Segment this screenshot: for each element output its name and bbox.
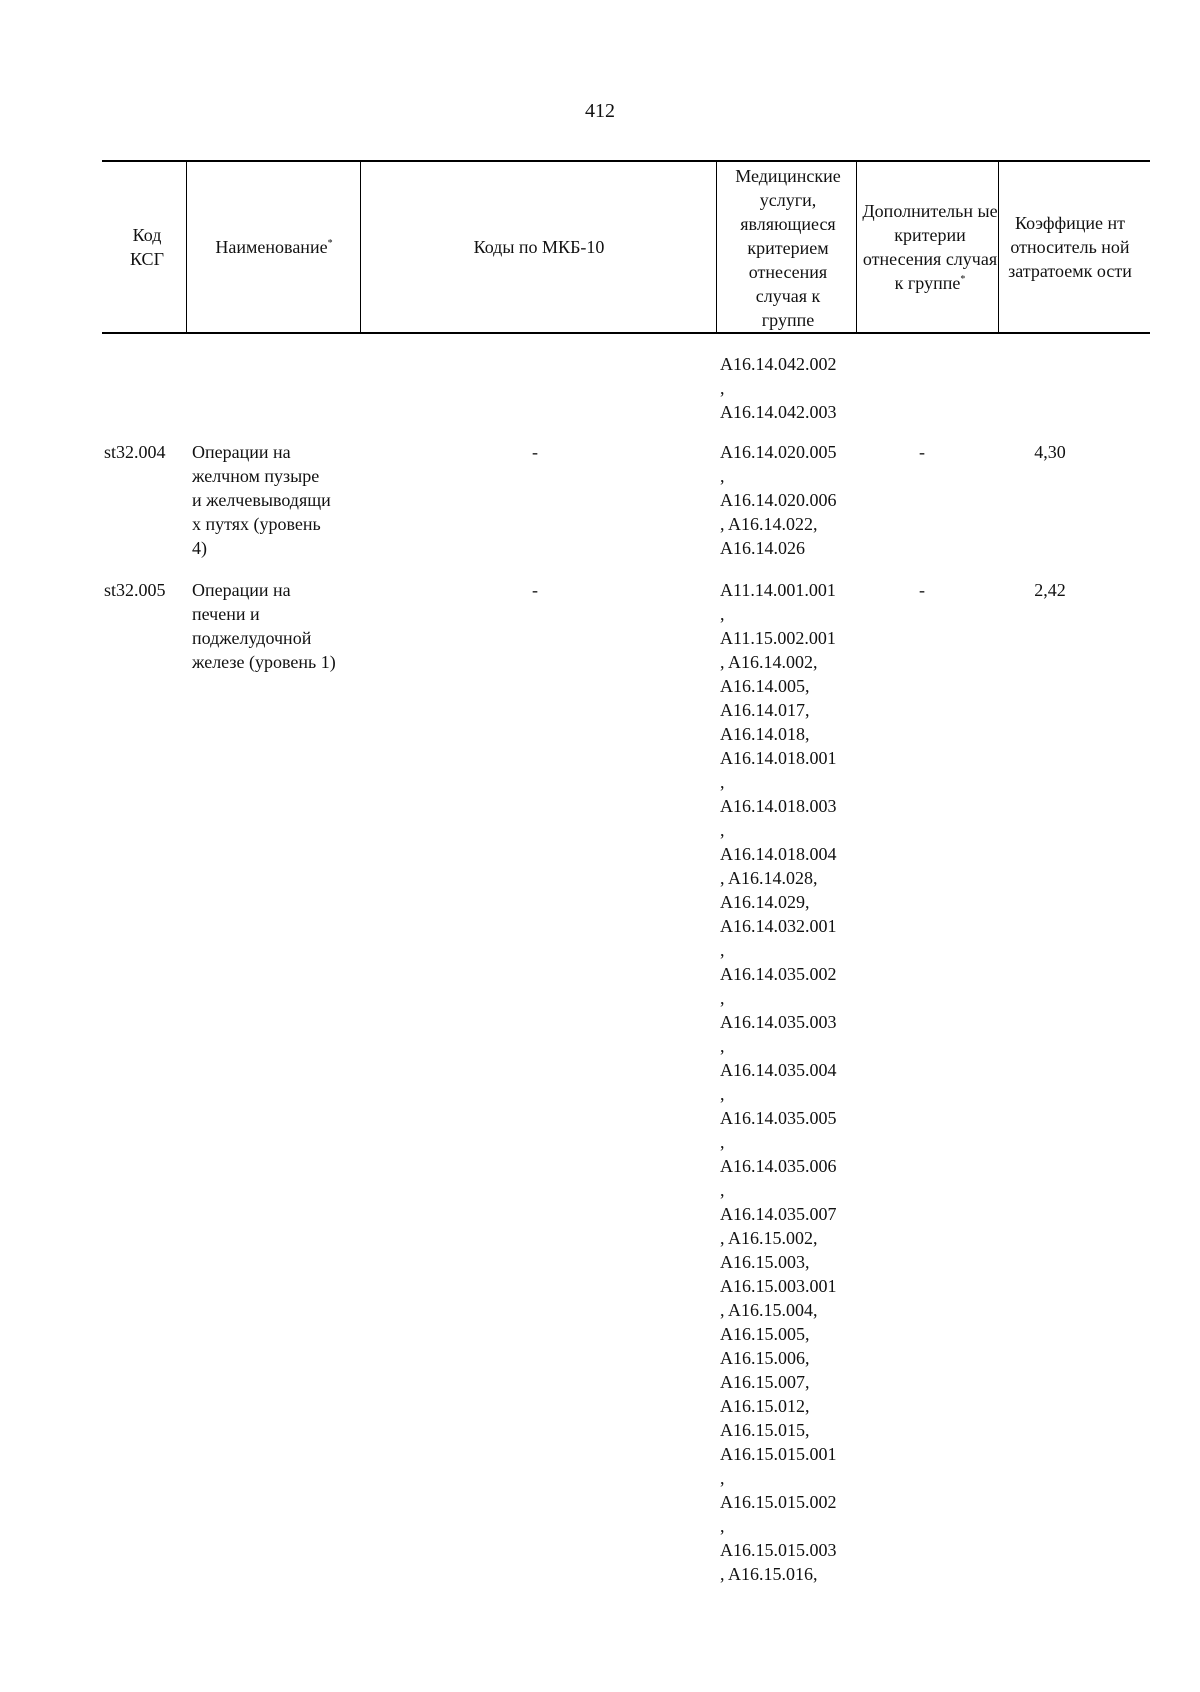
service-code: A16.15.015.002: [720, 1492, 837, 1512]
service-code: ,: [720, 940, 725, 960]
service-code: A16.15.015.001: [720, 1444, 837, 1464]
column-divider: [856, 162, 857, 332]
service-code: A16.15.012,: [720, 1396, 810, 1416]
service-code: A16.14.035.005: [720, 1108, 837, 1128]
row-name-line: желчном пузыре: [192, 466, 320, 486]
column-divider: [716, 162, 717, 332]
service-code: A16.15.005,: [720, 1324, 810, 1344]
service-code: A16.14.035.007: [720, 1204, 837, 1224]
footnote-mark: *: [960, 274, 966, 285]
column-divider: [998, 162, 999, 332]
service-code: A16.14.020.005: [720, 442, 837, 462]
service-code: ,: [720, 772, 725, 792]
header-name-text: Наименование: [215, 237, 328, 257]
row-name-line: печени и: [192, 604, 260, 624]
footnote-mark: *: [327, 238, 333, 249]
header-extra: [858, 162, 998, 332]
row-icd: -: [532, 442, 538, 462]
service-code: ,: [720, 1468, 725, 1488]
service-code: A16.15.015,: [720, 1420, 810, 1440]
row-name-line: х путях (уровень: [192, 514, 321, 534]
service-code: A16.14.018,: [720, 724, 810, 744]
row-extra: -: [919, 442, 925, 462]
service-code: ,: [720, 1084, 725, 1104]
service-code: , A16.14.002,: [720, 652, 818, 672]
header-services-text: Медицинские услуги, являющиеся критерием отнесения случая к группе: [735, 166, 841, 330]
service-code: A16.15.015.003: [720, 1540, 837, 1560]
table-header: [102, 160, 1150, 334]
header-name: [188, 162, 360, 332]
header-coef-text: Коэффицие нт относитель ной затратоемк ости: [1008, 213, 1132, 281]
row-extra: -: [919, 580, 925, 600]
header-services: [728, 162, 848, 332]
service-code: A16.14.005,: [720, 676, 810, 696]
service-code: ,: [720, 988, 725, 1008]
row-code: st32.004: [104, 442, 166, 462]
header-extra-text: Дополнительн ые критерии отнесения случая к группе: [862, 201, 998, 293]
service-code: ,: [720, 604, 725, 624]
service-code: , A16.14.028,: [720, 868, 818, 888]
service-code: , A16.15.004,: [720, 1300, 818, 1320]
service-code: A16.14.035.004: [720, 1060, 837, 1080]
service-code: A16.14.017,: [720, 700, 810, 720]
column-divider: [186, 162, 187, 332]
service-code: A16.14.018.001: [720, 748, 837, 768]
column-divider: [360, 162, 361, 332]
header-code: [116, 162, 178, 332]
row-services: [720, 440, 860, 560]
page-number: 412: [585, 100, 615, 122]
service-code: A16.14.018.004: [720, 844, 837, 864]
row-icd: -: [532, 580, 538, 600]
service-code: , A16.14.022,: [720, 514, 818, 534]
row-name-line: железе (уровень 1): [192, 652, 336, 672]
row-name: [192, 578, 362, 674]
service-code: A16.14.032.001: [720, 916, 837, 936]
service-code: , A16.15.016,: [720, 1564, 818, 1584]
service-code: A16.14.020.006: [720, 490, 837, 510]
service-code: A16.14.035.003: [720, 1012, 837, 1032]
service-code: ,: [720, 820, 725, 840]
service-code: , A16.15.002,: [720, 1228, 818, 1248]
service-code: A16.14.042.003: [720, 402, 837, 422]
service-code: ,: [720, 1516, 725, 1536]
row-name: [192, 440, 362, 560]
header-icd-text: Коды по МКБ-10: [473, 237, 605, 257]
service-code: A16.15.006,: [720, 1348, 810, 1368]
service-code: ,: [720, 1036, 725, 1056]
row-coef: 4,30: [1034, 442, 1066, 462]
header-code-text: Код КСГ: [130, 225, 164, 269]
service-code: A16.14.018.003: [720, 796, 837, 816]
service-code: A16.14.042.002: [720, 354, 837, 374]
continuation-services: [720, 352, 860, 424]
row-name-line: Операции на: [192, 580, 291, 600]
service-code: A11.14.001.001: [720, 580, 836, 600]
service-code: A16.15.007,: [720, 1372, 810, 1392]
service-code: A16.15.003,: [720, 1252, 810, 1272]
service-code: ,: [720, 1132, 725, 1152]
row-coef: 2,42: [1034, 580, 1066, 600]
service-code: A16.15.003.001: [720, 1276, 837, 1296]
service-code: ,: [720, 1180, 725, 1200]
row-code: st32.005: [104, 580, 166, 600]
service-code: A16.14.035.002: [720, 964, 837, 984]
row-services: [720, 578, 860, 1586]
header-coef: [1004, 162, 1136, 332]
row-name-line: 4): [192, 538, 207, 558]
header-icd: [362, 162, 716, 332]
row-name-line: и желчевыводящи: [192, 490, 331, 510]
row-name-line: поджелудочной: [192, 628, 312, 648]
row-name-line: Операции на: [192, 442, 291, 462]
service-code: A16.14.026: [720, 538, 805, 558]
service-code: ,: [720, 466, 725, 486]
service-code: ,: [720, 378, 725, 398]
service-code: A16.14.035.006: [720, 1156, 837, 1176]
service-code: A11.15.002.001: [720, 628, 836, 648]
service-code: A16.14.029,: [720, 892, 810, 912]
